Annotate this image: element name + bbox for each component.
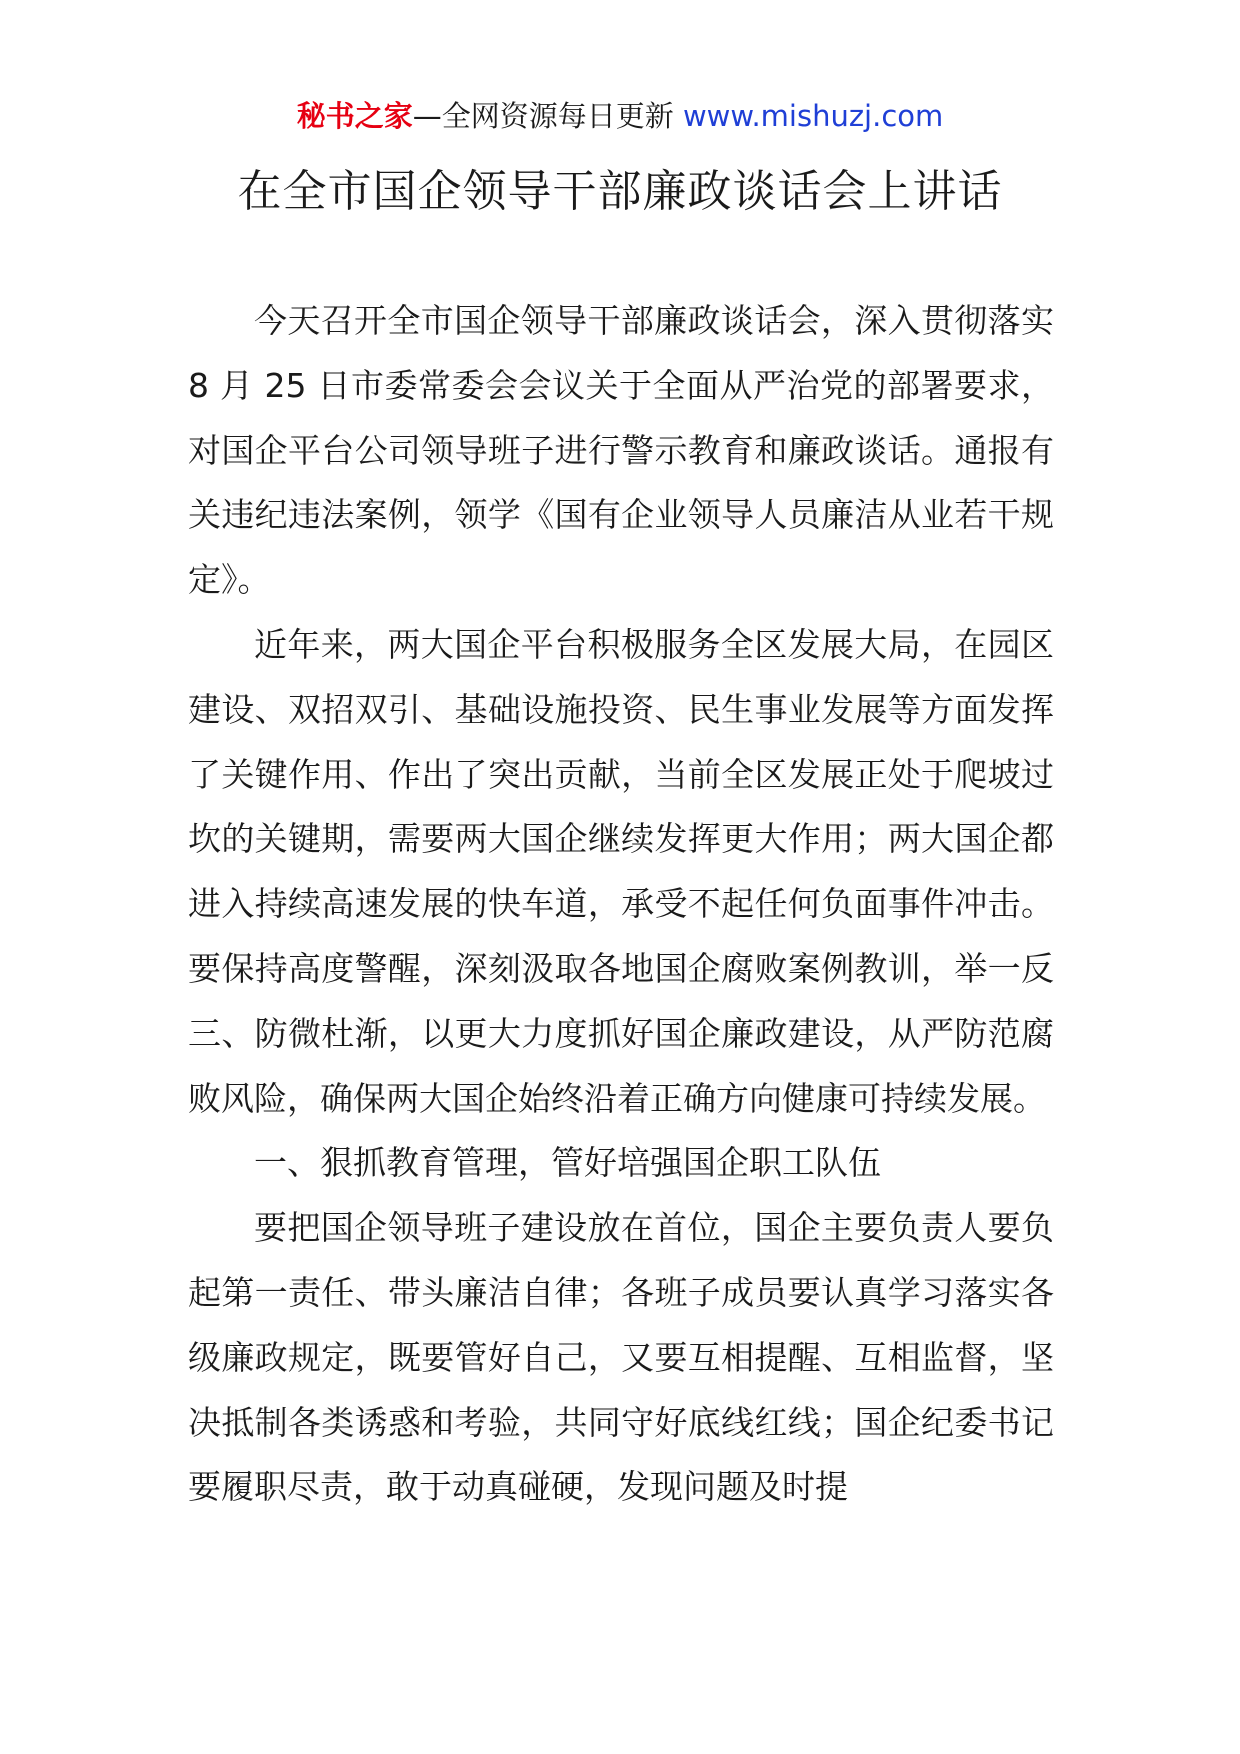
site-url-link[interactable]: www.mishuzj.com: [682, 99, 944, 133]
document-body: [188, 289, 1054, 1520]
header-slogan: —全网资源每日更新: [412, 99, 683, 133]
paragraph-intro: 今天召开全市国企领导干部廉政谈话会，深入贯彻落实 8 月 25 日市委常委会会议关于全面从严治党的部署要求，对国企平台公司领导班子进行警示教育和廉政谈话。通报有关违纪违法案例，领学《国有企业领导人员廉洁从业若干规定》。: [188, 301, 1054, 600]
paragraph-background: 近年来，两大国企平台积极服务全区发展大局，在园区建设、双招双引、基础设施投资、民生事业发展等方面发挥了关键作用、作出了突出贡献，当前全区发展正处于爬坡过坎的关键期，需要两大国企继续发挥更大作用；两大国企都进入持续高速发展的快车道，承受不起任何负面事件冲击。要保持高度警醒，深刻汲取各地国企腐败案例教训，举一反三、防微杜渐，以更大力度抓好国企廉政建设，从严防范腐败风险，确保两大国企始终沿着正确方向健康可持续发展。: [188, 624, 1054, 1118]
document-title: 在全市国企领导干部廉政谈话会上讲话: [237, 166, 1003, 217]
section-heading-1: 一、狠抓教育管理，管好培强国企职工队伍: [254, 1143, 881, 1183]
brand-name: 秘书之家: [296, 99, 413, 133]
paragraph-section-1: 要把国企领导班子建设放在首位，国企主要负责人要负起第一责任、带头廉洁自律；各班子成员要认真学习落实各级廉政规定，既要管好自己，又要互相提醒、互相监督，坚决抵制各类诱惑和考验，共同守好底线红线；国企纪委书记要履职尽责，敢于动真碰硬，发现问题及时提: [188, 1208, 1054, 1507]
site-header: [0, 96, 1240, 136]
